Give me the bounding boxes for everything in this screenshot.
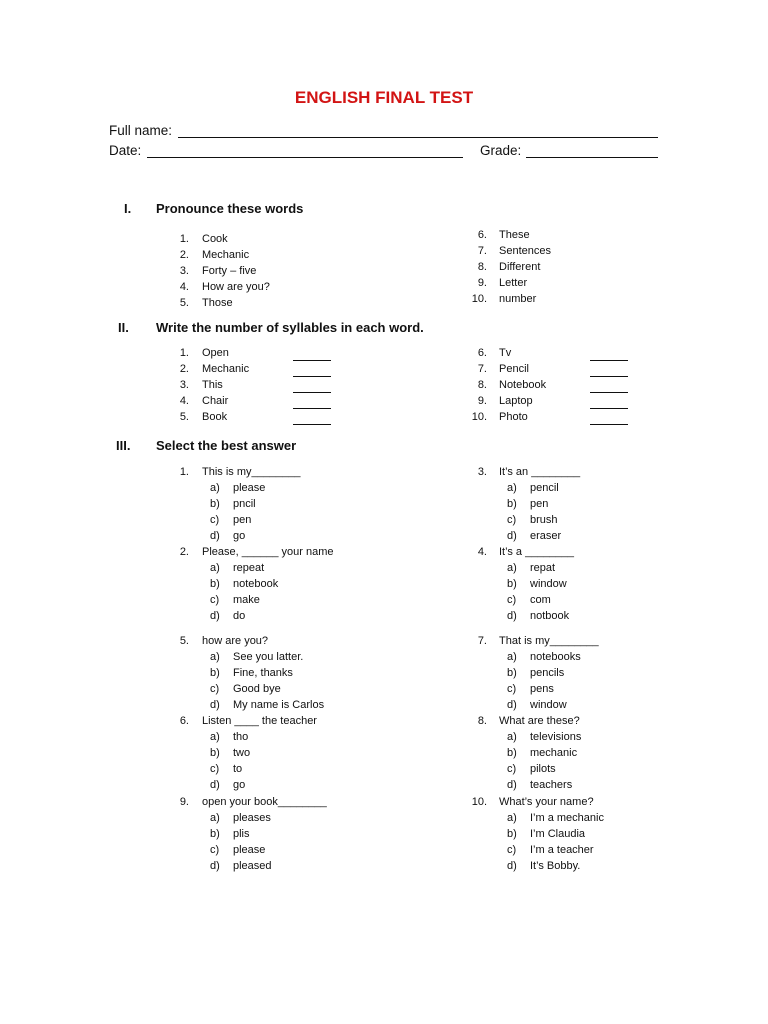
item-number: 3. [179, 265, 189, 277]
item-number: 1. [179, 233, 189, 245]
option-letter[interactable]: d) [507, 530, 517, 542]
option-letter[interactable]: d) [507, 610, 517, 622]
option-letter[interactable]: d) [210, 530, 220, 542]
option-text[interactable]: notbook [530, 610, 570, 622]
option-letter[interactable]: c) [507, 683, 517, 695]
option-text[interactable]: My name is Carlos [233, 699, 325, 711]
question-number: 2. [179, 546, 189, 558]
option-text[interactable]: pen [233, 514, 252, 526]
item-number: 1. [179, 347, 189, 359]
section-1-number: I. [124, 201, 132, 216]
date-field[interactable] [147, 157, 463, 158]
option-letter[interactable]: b) [507, 498, 517, 510]
option-letter[interactable]: a) [507, 482, 517, 494]
option-text[interactable]: notebooks [530, 651, 581, 663]
item-word: This [202, 379, 223, 391]
option-letter[interactable]: a) [210, 651, 220, 663]
option-text[interactable]: make [233, 594, 260, 606]
option-letter[interactable]: a) [210, 731, 220, 743]
item-word: Book [202, 411, 228, 423]
option-text[interactable]: pencil [530, 482, 559, 494]
item-number: 3. [179, 379, 189, 391]
option-letter[interactable]: c) [210, 514, 220, 526]
option-text[interactable]: com [530, 594, 551, 606]
option-text[interactable]: mechanic [530, 747, 578, 759]
option-text[interactable]: It’s Bobby. [530, 860, 581, 872]
question-number: 4. [477, 546, 487, 558]
question-text: how are you? [202, 635, 269, 647]
item-word: Laptop [499, 395, 533, 407]
item-number: 6. [477, 347, 487, 359]
option-letter[interactable]: b) [507, 578, 517, 590]
question-number: 6. [179, 715, 189, 727]
question-text: open your book________ [202, 796, 327, 808]
item-number: 10. [471, 293, 487, 305]
grade-field[interactable] [526, 157, 658, 158]
item-number: 4. [179, 281, 189, 293]
syllable-answer-blank[interactable] [590, 408, 628, 409]
option-text[interactable]: pilots [530, 763, 556, 775]
item-number: 10. [471, 411, 487, 423]
option-text[interactable]: tho [233, 731, 249, 743]
option-letter[interactable]: b) [210, 747, 220, 759]
option-text[interactable]: televisions [530, 731, 582, 743]
option-text[interactable]: repeat [233, 562, 265, 574]
syllable-answer-blank[interactable] [293, 360, 331, 361]
option-text[interactable]: pencils [530, 667, 565, 679]
item-word: number [499, 293, 537, 305]
option-letter[interactable]: b) [210, 828, 220, 840]
item-word: Mechanic [202, 249, 250, 261]
option-letter[interactable]: a) [507, 562, 517, 574]
item-number: 2. [179, 363, 189, 375]
item-number: 5. [179, 411, 189, 423]
item-word: These [499, 229, 530, 241]
item-word: How are you? [202, 281, 270, 293]
option-letter[interactable]: c) [507, 763, 517, 775]
option-letter[interactable]: d) [210, 779, 220, 791]
full-name-label: Full name: [109, 123, 173, 138]
option-letter[interactable]: d) [507, 779, 517, 791]
option-text[interactable]: notebook [233, 578, 279, 590]
option-text[interactable]: pleases [233, 812, 271, 824]
item-word: Open [202, 347, 229, 359]
option-letter[interactable]: d) [210, 860, 220, 872]
syllable-answer-blank[interactable] [590, 360, 628, 361]
item-number: 8. [477, 261, 487, 273]
option-letter[interactable]: d) [210, 610, 220, 622]
option-letter[interactable]: c) [507, 844, 517, 856]
option-text[interactable]: please [233, 482, 266, 494]
option-text[interactable]: plis [233, 828, 250, 840]
option-letter[interactable]: b) [507, 667, 517, 679]
option-letter[interactable]: c) [210, 683, 220, 695]
item-number: 7. [477, 245, 487, 257]
option-letter[interactable]: d) [210, 699, 220, 711]
item-word: Forty – five [202, 265, 257, 277]
item-word: Mechanic [202, 363, 250, 375]
option-letter[interactable]: b) [210, 667, 220, 679]
syllable-answer-blank[interactable] [293, 424, 331, 425]
grade-label: Grade: [480, 143, 522, 158]
option-letter[interactable]: c) [210, 844, 220, 856]
syllable-answer-blank[interactable] [293, 376, 331, 377]
question-text: It’s an ________ [499, 466, 581, 478]
syllable-answer-blank[interactable] [590, 424, 628, 425]
question-text: It’s a ________ [499, 546, 575, 558]
page-title: ENGLISH FINAL TEST [294, 88, 474, 107]
question-text: What are these? [499, 715, 580, 727]
option-text[interactable]: please [233, 844, 266, 856]
option-text[interactable]: Fine, thanks [233, 667, 293, 679]
syllable-answer-blank[interactable] [293, 408, 331, 409]
option-text[interactable]: two [233, 747, 251, 759]
date-label: Date: [109, 143, 142, 158]
option-text[interactable]: repat [530, 562, 556, 574]
question-number: 5. [179, 635, 189, 647]
option-letter[interactable]: d) [507, 860, 517, 872]
syllable-answer-blank[interactable] [293, 392, 331, 393]
option-text[interactable]: I’m Claudia [530, 828, 586, 840]
item-word: Sentences [499, 245, 551, 257]
option-letter[interactable]: b) [507, 828, 517, 840]
option-text[interactable]: Good bye [233, 683, 281, 695]
question-number: 1. [179, 466, 189, 478]
question-text: What’s your name? [499, 796, 594, 808]
question-number: 3. [477, 466, 487, 478]
syllable-answer-blank[interactable] [590, 376, 628, 377]
item-word: Pencil [499, 363, 529, 375]
option-text[interactable]: pncil [233, 498, 256, 510]
item-number: 7. [477, 363, 487, 375]
option-letter[interactable]: c) [210, 594, 220, 606]
item-number: 4. [179, 395, 189, 407]
item-word: Cook [202, 233, 228, 245]
syllable-answer-blank[interactable] [590, 392, 628, 393]
option-letter[interactable]: b) [507, 747, 517, 759]
item-number: 2. [179, 249, 189, 261]
option-letter[interactable]: c) [507, 514, 517, 526]
option-letter[interactable]: a) [507, 651, 517, 663]
question-text: This is my________ [202, 466, 301, 478]
item-word: Chair [202, 395, 229, 407]
item-number: 9. [477, 395, 487, 407]
section-2-title: Write the number of syllables in each word. [156, 320, 424, 335]
option-text[interactable]: pleased [233, 860, 272, 872]
section-2-number: II. [118, 320, 129, 335]
question-text: Please, ______ your name [202, 546, 334, 558]
question-number: 8. [477, 715, 487, 727]
option-letter[interactable]: a) [210, 562, 220, 574]
option-letter[interactable]: b) [210, 578, 220, 590]
question-number: 9. [179, 796, 189, 808]
item-number: 6. [477, 229, 487, 241]
option-text[interactable]: window [530, 578, 567, 590]
question-text: Listen ____ the teacher [202, 715, 317, 727]
section-3-title: Select the best answer [156, 438, 297, 453]
option-text[interactable]: eraser [530, 530, 562, 542]
option-letter[interactable]: a) [210, 482, 220, 494]
option-text[interactable]: brush [530, 514, 558, 526]
option-text[interactable]: pen [530, 498, 549, 510]
option-text[interactable]: teachers [530, 779, 573, 791]
question-text: That is my________ [499, 635, 599, 647]
option-letter[interactable]: d) [507, 699, 517, 711]
item-number: 8. [477, 379, 487, 391]
item-word: Different [499, 261, 541, 273]
option-letter[interactable]: a) [210, 812, 220, 824]
item-word: Letter [499, 277, 528, 289]
full-name-field[interactable] [178, 137, 658, 138]
option-letter[interactable]: a) [507, 812, 517, 824]
option-text[interactable]: pens [530, 683, 554, 695]
item-number: 5. [179, 297, 189, 309]
option-text[interactable]: I’m a mechanic [530, 812, 604, 824]
option-letter[interactable]: a) [507, 731, 517, 743]
question-number: 7. [477, 635, 487, 647]
option-text[interactable]: I’m a teacher [530, 844, 594, 856]
option-text[interactable]: do [233, 610, 246, 622]
option-text[interactable]: See you latter. [233, 651, 304, 663]
item-word: Photo [499, 411, 528, 423]
option-letter[interactable]: b) [210, 498, 220, 510]
option-letter[interactable]: c) [507, 594, 517, 606]
item-word: Those [202, 297, 233, 309]
item-word: Tv [499, 347, 512, 359]
option-text[interactable]: to [233, 763, 243, 775]
option-text[interactable]: go [233, 779, 246, 791]
option-letter[interactable]: c) [210, 763, 220, 775]
option-text[interactable]: go [233, 530, 246, 542]
question-number: 10. [471, 796, 487, 808]
section-1-title: Pronounce these words [156, 201, 304, 216]
item-word: Notebook [499, 379, 547, 391]
option-text[interactable]: window [530, 699, 567, 711]
item-number: 9. [477, 277, 487, 289]
section-3-number: III. [116, 438, 131, 453]
